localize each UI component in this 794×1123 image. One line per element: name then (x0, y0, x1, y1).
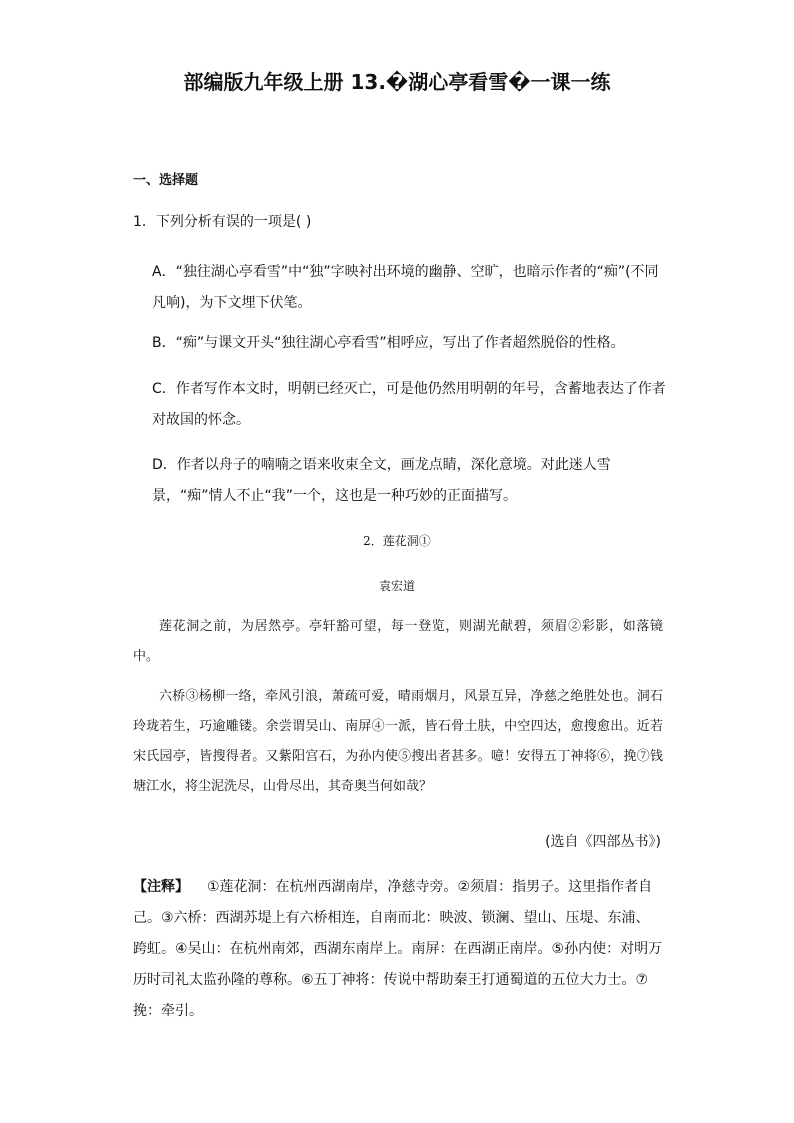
annotations (133, 872, 663, 1027)
passage-title: 2．莲花洞① (363, 534, 431, 548)
document-title: 部编版九年级上册 13.�湖心亭看雪�一课一练 (183, 70, 611, 94)
option-a: A．“独往湖心亭看雪”中“独”字映衬出环境的幽静、空旷，也暗示作者的“痴”(不同凡响)，为下文埋下伏笔。 (152, 264, 659, 311)
annotations-text: ①莲花洞：在杭州西湖南岸，净慈寺旁。②须眉：指男子。这里指作者自己。③六桥：西湖苏堤上有六桥相连，自南而北：映波、锁澜、望山、压堤、东浦、跨虹。④吴山：在杭州南郊，西湖东南岸上。南屏：在西湖正南岸。⑤孙内使：对明万历时司礼太监孙隆的尊称。⑥五丁神将：传说中帮助秦王打通蜀道的五位大力士。⑦挽：牵引。 (133, 879, 663, 1019)
passage-paragraph-1: 莲花洞之前，为居然亭。亭轩豁可望，每一登览，则湖光献碧，须眉②彩影，如落镜中。 (133, 619, 663, 664)
question-1-stem: 1．下列分析有误的一项是( ) (133, 214, 312, 230)
option-d: D．作者以舟子的喃喃之语来收束全文，画龙点睛，深化意境。对此迷人雪景，“痴”情人不止“我”一个，这也是一种巧妙的正面描写。 (152, 457, 611, 504)
option-b: B．“痴”与课文开头“独往湖心亭看雪”相呼应，写出了作者超然脱俗的性格。 (152, 335, 625, 351)
option-c: C．作者写作本文时，明朝已经灭亡，可是他仍然用明朝的年号，含蓄地表达了作者对故国的怀念。 (152, 381, 666, 428)
section-heading: 一、选择题 (133, 173, 199, 188)
passage-source: (选自《四部丛书》) (545, 834, 661, 850)
passage-paragraph-2: 六桥③杨柳一络，牵风引浪，萧疏可爱，晴雨烟月，风景互异，净慈之绝胜处也。洞石玲珑若生，巧逾雕镂。余尝谓吴山、南屏④一派，皆石骨土肤，中空四达，愈搜愈出。近若宋氏园亭，皆搜得者。又紫阳宫石，为孙内使⑤搜出者甚多。噫！安得五丁神将⑥，挽⑦钱塘江水，将尘泥洗尽，山骨尽出，其奇奥当何如哉？ (133, 689, 663, 794)
passage-author: 袁宏道 (378, 579, 415, 593)
annotations-label: 【注释】 (133, 879, 189, 895)
